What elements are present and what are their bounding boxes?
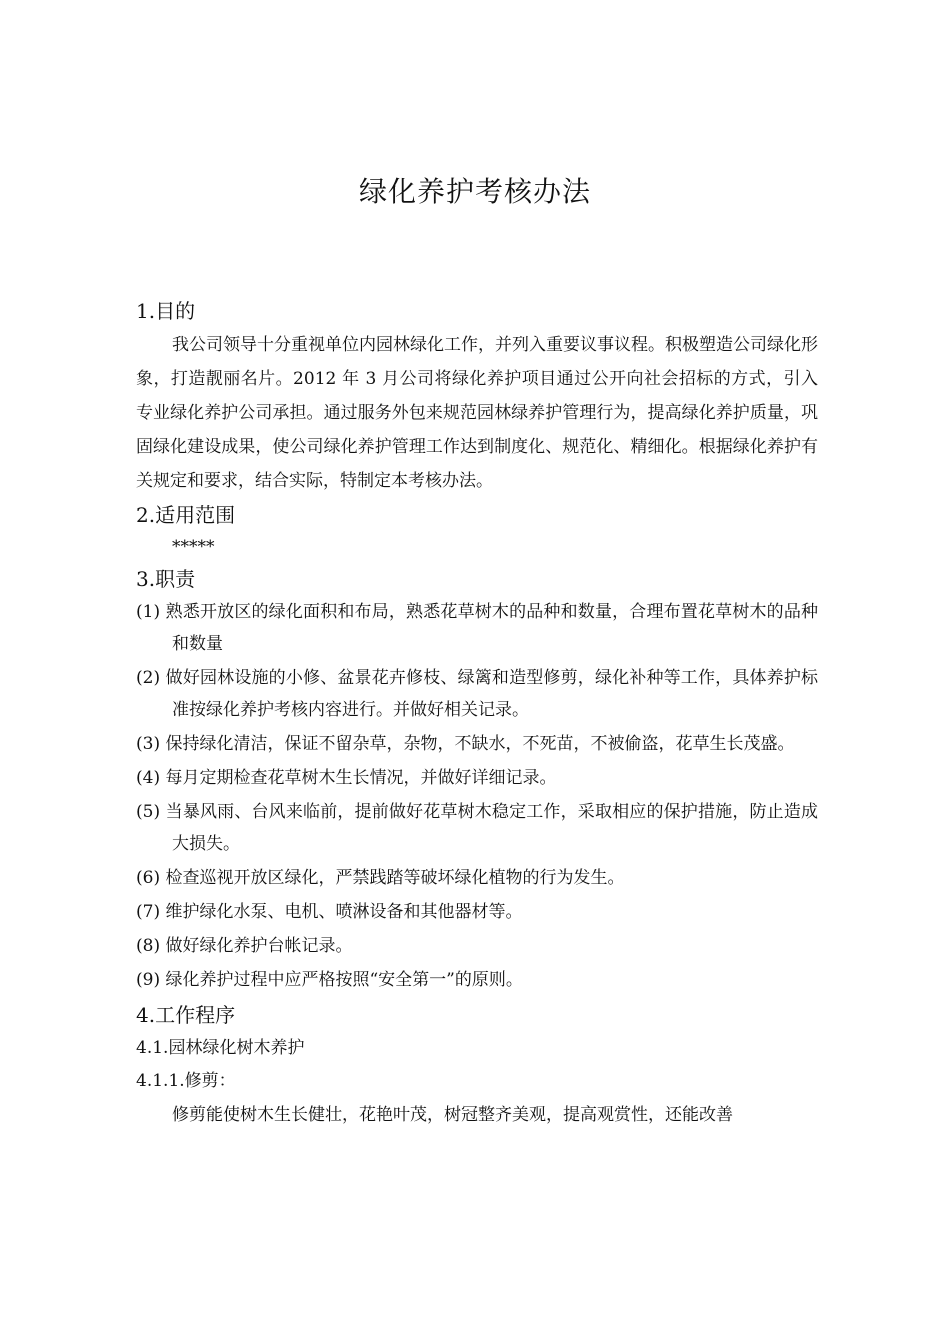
pruning-paragraph: 修剪能使树木生长健壮，花艳叶茂，树冠整齐美观，提高观赏性，还能改善 bbox=[172, 1105, 733, 1125]
duty-item: (8) 做好绿化养护台帐记录。 bbox=[136, 936, 353, 956]
duty-item: (5) 当暴风雨、台风来临前，提前做好花草树木稳定工作，采取相应的保护措施，防止造成大损失。 bbox=[136, 802, 818, 854]
document-title: 绿化养护考核办法 bbox=[358, 175, 591, 208]
purpose-paragraph: 我公司领导十分重视单位内园林绿化工作，并列入重要议事议程。积极塑造公司绿化形象，打造靓丽名片。2012 年 3 月公司将绿化养护项目通过公开向社会招标的方式，引入专业绿化养护公司承担。通过服务外包来规范园林绿养护管理行为，提高绿化养护质量，巩固绿化建设成果，使公司绿化养护管理工作达到制度化、规范化、精细化。根据绿化养护有关规定和要求，结合实际，特制定本考核办法。 bbox=[136, 335, 818, 491]
subsubsection-heading: 4.1.1.修剪： bbox=[136, 1071, 236, 1091]
section-heading-purpose: 1.目的 bbox=[136, 299, 196, 323]
duty-item: (2) 做好园林设施的小修、盆景花卉修枝、绿篱和造型修剪，绿化补种等工作，具体养护标准按绿化养护考核内容进行。并做好相关记录。 bbox=[136, 668, 818, 720]
duty-item: (4) 每月定期检查花草树木生长情况，并做好详细记录。 bbox=[136, 768, 557, 788]
section-heading-scope: 2.适用范围 bbox=[136, 503, 236, 527]
section-heading-procedure: 4.工作程序 bbox=[136, 1003, 236, 1027]
scope-placeholder: ***** bbox=[172, 537, 215, 557]
duty-item: (9) 绿化养护过程中应严格按照“安全第一”的原则。 bbox=[136, 970, 523, 990]
subsection-heading: 4.1.园林绿化树木养护 bbox=[136, 1038, 305, 1058]
section-heading-duties: 3.职责 bbox=[136, 567, 196, 591]
duties-list bbox=[136, 596, 818, 996]
duty-item: (3) 保持绿化清洁，保证不留杂草，杂物，不缺水，不死苗，不被偷盗，花草生长茂盛。 bbox=[136, 734, 795, 754]
document-body bbox=[136, 294, 818, 1132]
duty-item: (6) 检查巡视开放区绿化，严禁践踏等破坏绿化植物的行为发生。 bbox=[136, 868, 625, 888]
duty-item: (7) 维护绿化水泵、电机、喷淋设备和其他器材等。 bbox=[136, 902, 523, 922]
duty-item: (1) 熟悉开放区的绿化面积和布局，熟悉花草树木的品种和数量，合理布置花草树木的品种和数量 bbox=[136, 602, 818, 654]
